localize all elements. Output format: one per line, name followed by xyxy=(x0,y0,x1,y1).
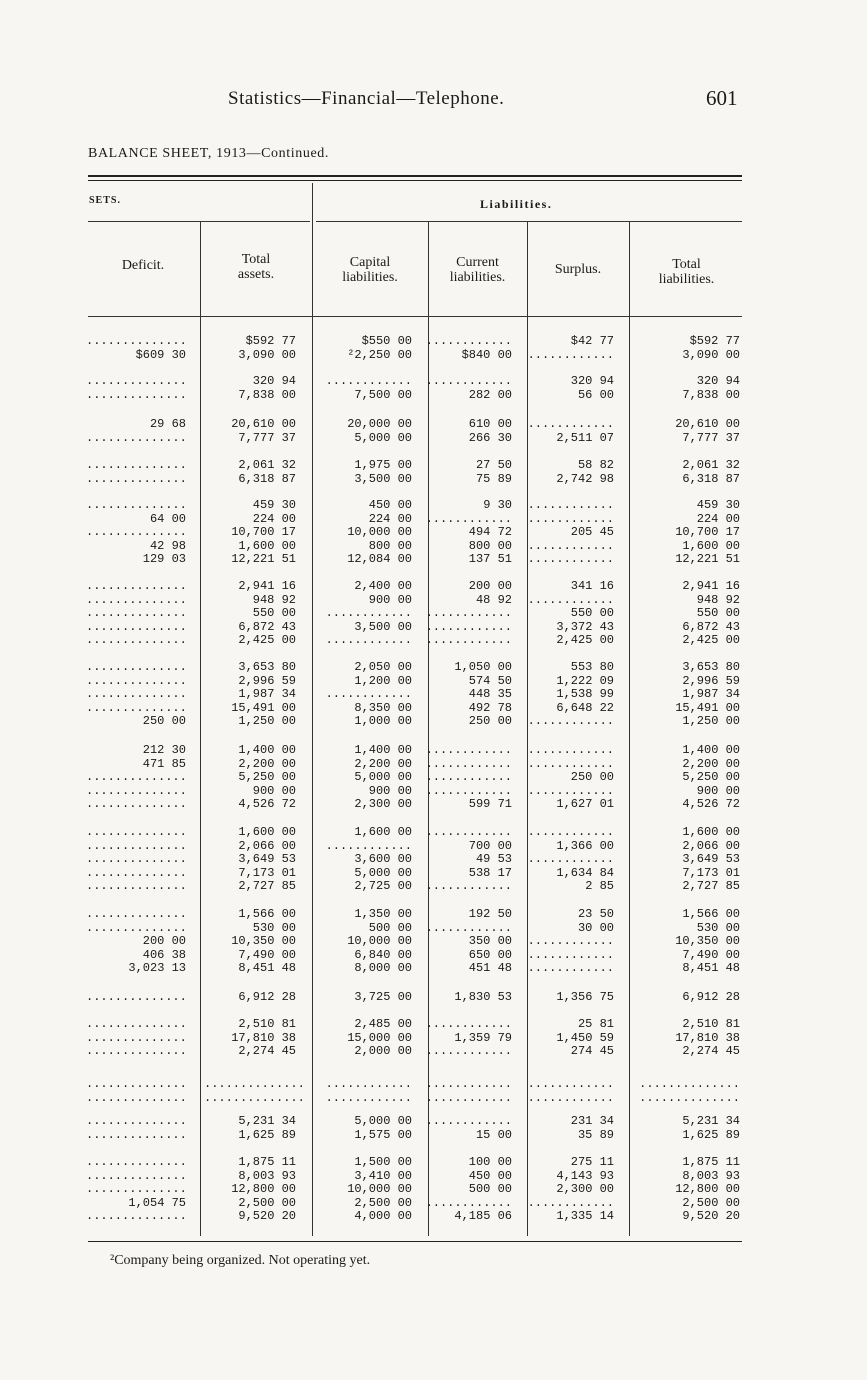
cell-total-liabilities: $592 77 3,090 00 xyxy=(682,334,740,362)
cell-deficit: .............. 64 00 .............. 42 98 129 03 xyxy=(86,498,187,567)
column-header-total-liabilities: Total liabilities. xyxy=(658,257,715,287)
cell-surplus: 231 34 35 89 xyxy=(570,1114,614,1142)
cell-total-liabilities: 320 94 7,838 00 xyxy=(682,374,740,402)
cell-total-liabilities: 2,061 32 6,318 87 xyxy=(682,458,740,486)
cell-capital-liabilities: 20,000 00 5,000 00 xyxy=(347,417,412,445)
cell-total-assets: 1,566 00 530 00 10,350 00 7,490 00 8,451 48 xyxy=(231,907,296,976)
top-double-rule-lower xyxy=(88,180,742,181)
cell-surplus: 58 82 2,742 98 xyxy=(556,458,614,486)
cell-total-assets: 2,061 32 6,318 87 xyxy=(238,458,296,486)
column-header-bottom-rule xyxy=(88,316,742,317)
table-bottom-rule xyxy=(88,1241,742,1242)
cell-capital-liabilities: 1,400 00 2,200 00 5,000 00 900 00 2,300 00 xyxy=(354,743,412,812)
cell-surplus: ............ ............ xyxy=(527,1077,614,1105)
column-header-total-assets: Total assets. xyxy=(237,252,275,282)
cell-total-assets: 1,400 00 2,200 00 5,250 00 900 00 4,526 72 xyxy=(238,743,296,812)
cell-current-liabilities: 192 50 ............ 350 00 650 00 451 48 xyxy=(425,907,512,976)
cell-surplus: 23 50 30 00 ............ ............ ............ xyxy=(527,907,614,976)
cell-surplus: 553 80 1,222 09 1,538 99 6,648 22 ............ xyxy=(527,660,614,729)
column-header-surplus: Surplus. xyxy=(554,262,602,277)
cell-current-liabilities: 9 30 ............ 494 72 800 00 137 51 xyxy=(425,498,512,567)
cell-total-liabilities: 1,400 00 2,200 00 5,250 00 900 00 4,526 72 xyxy=(682,743,740,812)
cell-surplus: ............ ............ 205 45 ............ ............ xyxy=(527,498,614,567)
cell-capital-liabilities: 5,000 00 1,575 00 xyxy=(354,1114,412,1142)
cell-total-liabilities: 459 30 224 00 10,700 17 1,600 00 12,221 51 xyxy=(675,498,740,567)
cell-current-liabilities: 1,050 00 574 50 448 35 492 78 250 00 xyxy=(454,660,512,729)
cell-surplus: 320 94 56 00 xyxy=(570,374,614,402)
cell-total-liabilities: 3,653 80 2,996 59 1,987 34 15,491 00 1,250 00 xyxy=(675,660,740,729)
cell-total-assets: 3,653 80 2,996 59 1,987 34 15,491 00 1,250 00 xyxy=(231,660,296,729)
cell-current-liabilities: ............ $840 00 xyxy=(425,334,512,362)
assets-header-rule xyxy=(88,221,310,222)
cell-current-liabilities: 100 00 450 00 500 00 ............ 4,185 06 xyxy=(425,1155,512,1224)
cell-current-liabilities: 27 50 75 89 xyxy=(475,458,512,486)
cell-total-liabilities: 1,600 00 2,066 00 3,649 53 7,173 01 2,727 85 xyxy=(682,825,740,894)
cell-surplus: ............ 2,511 07 xyxy=(527,417,614,445)
column-divider xyxy=(629,221,630,1236)
cell-current-liabilities: ............ ............ ............ ............ 599 71 xyxy=(425,743,512,812)
cell-capital-liabilities: ............ ............ xyxy=(325,1077,412,1105)
cell-deficit: .............. .............. .............. .............. .............. xyxy=(86,825,187,894)
cell-deficit: .............. .............. xyxy=(86,374,187,402)
cell-capital-liabilities: 450 00 224 00 10,000 00 800 00 12,084 00 xyxy=(347,498,412,567)
cell-total-assets: 6,912 28 xyxy=(238,990,296,1004)
cell-deficit: .............. .............. xyxy=(86,1077,187,1105)
cell-total-liabilities: 2,941 16 948 92 550 00 6,872 43 2,425 00 xyxy=(682,579,740,648)
cell-deficit: .............. .............. .............. 1,054 75 .............. xyxy=(86,1155,187,1224)
cell-surplus: 275 11 4,143 93 2,300 00 ............ 1,335 14 xyxy=(527,1155,614,1224)
cell-deficit: 212 30 471 85 .............. .............. .............. xyxy=(86,743,187,812)
cell-total-assets: 320 94 7,838 00 xyxy=(238,374,296,402)
cell-total-assets: 2,510 81 17,810 38 2,274 45 xyxy=(231,1017,296,1059)
cell-total-assets: 5,231 34 1,625 89 xyxy=(238,1114,296,1142)
cell-surplus: 341 16 ............ 550 00 3,372 43 2,425 00 xyxy=(527,579,614,648)
cell-total-liabilities: 5,231 34 1,625 89 xyxy=(682,1114,740,1142)
table-caption: BALANCE SHEET, 1913—Continued. xyxy=(88,146,329,161)
cell-current-liabilities: ............ 1,359 79 ............ xyxy=(425,1017,512,1059)
cell-total-assets: 1,875 11 8,003 93 12,800 00 2,500 00 9,520 20 xyxy=(231,1155,296,1224)
cell-total-assets: 459 30 224 00 10,700 17 1,600 00 12,221 51 xyxy=(231,498,296,567)
cell-current-liabilities: ............ 282 00 xyxy=(425,374,512,402)
column-header-deficit: Deficit. xyxy=(121,258,165,273)
cell-capital-liabilities: 1,975 00 3,500 00 xyxy=(354,458,412,486)
cell-current-liabilities: ............ ............ xyxy=(425,1077,512,1105)
column-header-current-liabilities: Current liabilities. xyxy=(449,255,506,285)
cell-total-assets: 20,610 00 7,777 37 xyxy=(231,417,296,445)
cell-deficit: .............. $609 30 xyxy=(86,334,187,362)
liabilities-header-rule xyxy=(316,221,742,222)
cell-current-liabilities: ............ 700 00 49 53 538 17 ............ xyxy=(425,825,512,894)
cell-deficit: .............. .............. .............. xyxy=(86,1017,187,1059)
cell-current-liabilities: 200 00 48 92 ............ ............ ............ xyxy=(425,579,512,648)
cell-deficit: .............. .............. 200 00 406 38 3,023 13 xyxy=(86,907,187,976)
cell-capital-liabilities: 1,350 00 500 00 10,000 00 6,840 00 8,000 00 xyxy=(347,907,412,976)
cell-surplus: ............ 1,366 00 ............ 1,634 84 2 85 xyxy=(527,825,614,894)
cell-capital-liabilities: 2,050 00 1,200 00 ............ 8,350 00 1,000 00 xyxy=(325,660,412,729)
column-header-capital-liabilities: Capital liabilities. xyxy=(342,255,398,285)
cell-total-liabilities: .............. .............. xyxy=(639,1077,740,1105)
top-double-rule-upper xyxy=(88,175,742,177)
liabilities-section-label: Liabilities. xyxy=(480,197,553,211)
cell-capital-liabilities: 1,600 00 ............ 3,600 00 5,000 00 2,725 00 xyxy=(325,825,412,894)
cell-deficit: .............. .............. xyxy=(86,458,187,486)
cell-total-liabilities: 6,912 28 xyxy=(682,990,740,1004)
cell-capital-liabilities: 2,485 00 15,000 00 2,000 00 xyxy=(347,1017,412,1059)
cell-total-assets: $592 77 3,090 00 xyxy=(238,334,296,362)
page-running-title: Statistics—Financial—Telephone. xyxy=(228,88,505,109)
cell-total-assets: 1,600 00 2,066 00 3,649 53 7,173 01 2,727 85 xyxy=(238,825,296,894)
cell-capital-liabilities: 1,500 00 3,410 00 10,000 00 2,500 00 4,000 00 xyxy=(347,1155,412,1224)
column-divider xyxy=(312,183,313,1236)
cell-deficit: 29 68 .............. xyxy=(86,417,187,445)
cell-surplus: ............ ............ 250 00 ............ 1,627 01 xyxy=(527,743,614,812)
cell-capital-liabilities: $550 00 ²2,250 00 xyxy=(347,334,412,362)
cell-surplus: $42 77 ............ xyxy=(527,334,614,362)
cell-surplus: 25 81 1,450 59 274 45 xyxy=(556,1017,614,1059)
cell-surplus: 1,356 75 xyxy=(556,990,614,1004)
cell-total-liabilities: 20,610 00 7,777 37 xyxy=(675,417,740,445)
cell-deficit: .............. xyxy=(86,990,187,1004)
cell-total-assets: .............. .............. xyxy=(204,1077,305,1105)
cell-deficit: .............. .............. .............. .............. 250 00 xyxy=(86,660,187,729)
cell-deficit: .............. .............. xyxy=(86,1114,187,1142)
column-divider xyxy=(200,221,201,1236)
cell-capital-liabilities: 2,400 00 900 00 ............ 3,500 00 ............ xyxy=(325,579,412,648)
cell-total-liabilities: 1,875 11 8,003 93 12,800 00 2,500 00 9,520 20 xyxy=(675,1155,740,1224)
cell-total-liabilities: 1,566 00 530 00 10,350 00 7,490 00 8,451 48 xyxy=(675,907,740,976)
cell-current-liabilities: ............ 15 00 xyxy=(425,1114,512,1142)
cell-total-assets: 2,941 16 948 92 550 00 6,872 43 2,425 00 xyxy=(238,579,296,648)
page-number: 601 xyxy=(706,86,738,110)
cell-total-liabilities: 2,510 81 17,810 38 2,274 45 xyxy=(675,1017,740,1059)
cell-capital-liabilities: 3,725 00 xyxy=(354,990,412,1004)
assets-section-label: SETS. xyxy=(89,195,121,206)
cell-current-liabilities: 610 00 266 30 xyxy=(468,417,512,445)
cell-deficit: .............. .............. .............. .............. .............. xyxy=(86,579,187,648)
footnote: ²Company being organized. Not operating yet. xyxy=(110,1253,371,1268)
cell-current-liabilities: 1,830 53 xyxy=(454,990,512,1004)
cell-capital-liabilities: ............ 7,500 00 xyxy=(325,374,412,402)
